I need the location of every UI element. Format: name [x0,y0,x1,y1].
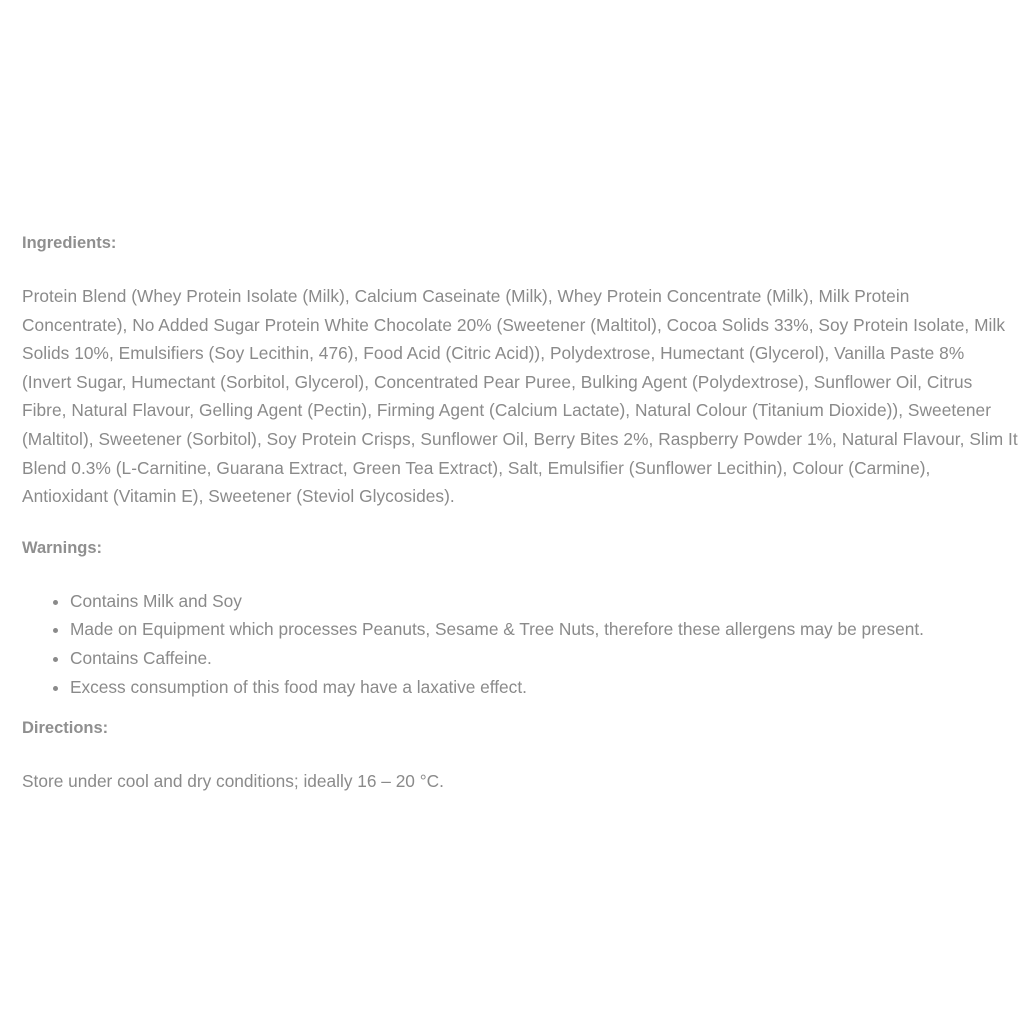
warning-item: • Contains Milk and Soy [70,587,1018,616]
directions-text: Store under cool and dry conditions; ideally 16 – 20 °C. [22,771,444,792]
warning-item: • Excess consumption of this food may have a laxative effect. [70,673,1018,702]
warnings-heading: Warnings: [22,538,103,557]
directions-heading: Directions: [22,719,109,738]
warnings-list [22,587,1018,701]
warning-item: • Contains Caffeine. [70,644,1018,673]
ingredients-heading: Ingredients: [22,234,117,252]
product-info [22,230,1018,796]
warning-item: • Made on Equipment which processes Peanuts, Sesame & Tree Nuts, therefore these allergens may be present. [70,615,1018,644]
ingredients-text: Protein Blend (Whey Protein Isolate (Milk), Calcium Caseinate (Milk), Whey Protein Concentrate (Milk), Milk Protein Concentrate), No Added Sugar Protein White Chocolate 20% (Sweetener (Maltitol), Cocoa Solids 33%, Soy Protein Isolate, Milk Solids 10%, Emulsifiers (Soy Lecithin, 476), Food Acid (Citric Acid)), Polydextrose, Humectant (Glycerol), Vanilla Paste 8% (Invert Sugar, Humectant (Sorbitol, Glycerol), Concentrated Pear Puree, Bulking Agent (Polydextrose), Sunflower Oil, Citrus Fibre, Natural Flavour, Gelling Agent (Pectin), Firming Agent (Calcium Lactate), Natural Colour (Titanium Dioxide)), Sweetener (Maltitol), Sweetener (Sorbitol), Soy Protein Crisps, Sunflower Oil, Berry Bites 2%, Raspberry Powder 1%, Natural Flavour, Slim It Blend 0.3% (L-Carnitine, Guarana Extract, Green Tea Extract), Salt, Emulsifier (Sunflower Lecithin), Colour (Carmine), Antioxidant (Vitamin E), Sweetener (Steviol Glycosides). [22,286,1018,507]
